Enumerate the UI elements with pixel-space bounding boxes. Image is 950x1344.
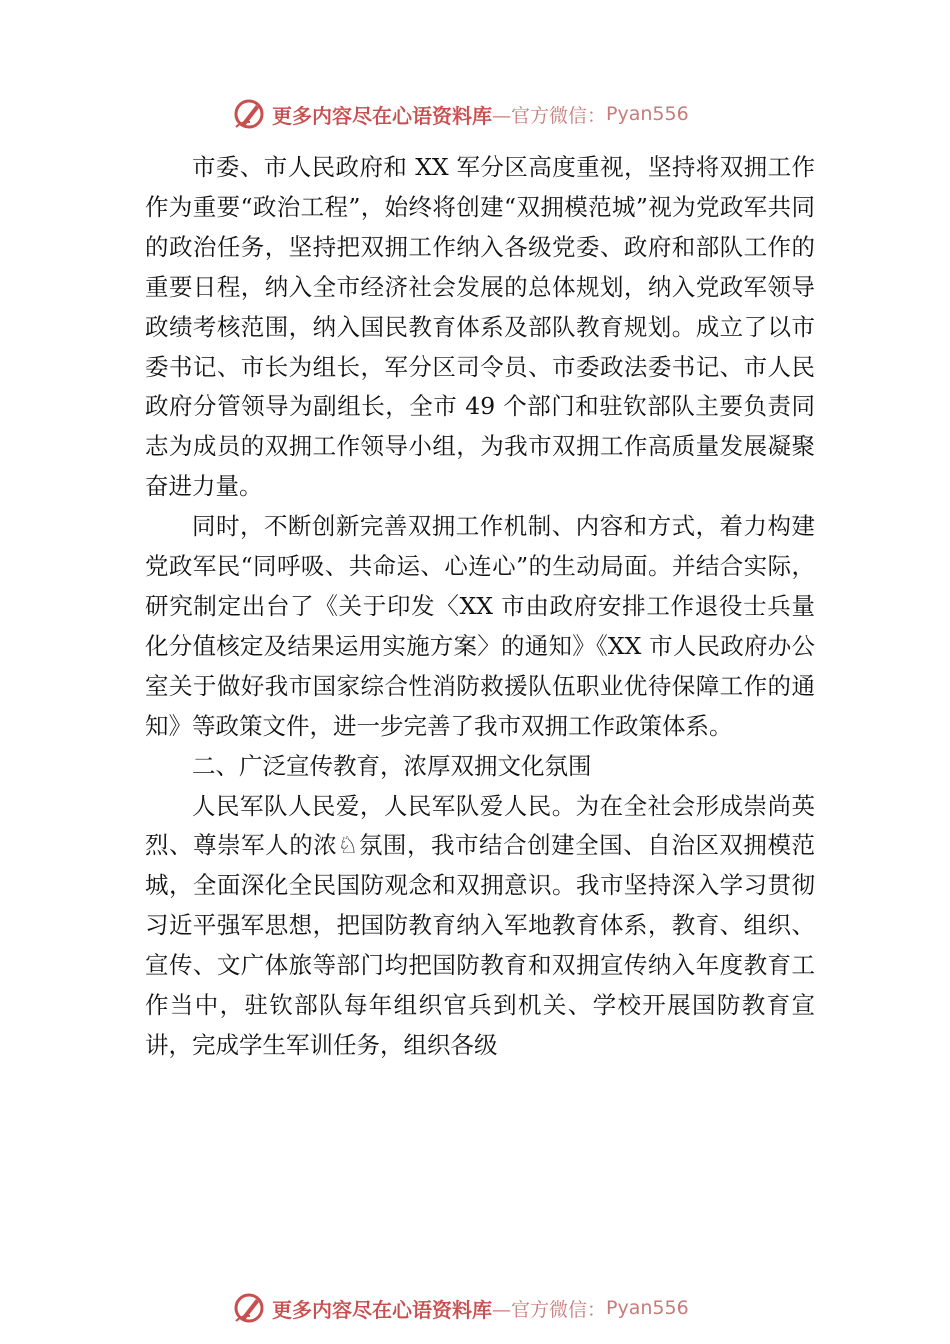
document-body: [145, 148, 815, 1066]
pen-logo-icon: [232, 1291, 266, 1325]
section-heading: 二、广泛宣传教育，浓厚双拥文化氛围: [192, 751, 592, 780]
header-banner: [232, 96, 689, 132]
paragraph-1: 市委、市人民政府和 XX 军分区高度重视，坚持将双拥工作作为重要“政治工程”，始终将创建“双拥模范城”视为党政军共同的政治任务，坚持把双拥工作纳入各级党委、政府和部队工作的重要日程，纳入全市经济社会发展的总体规划，纳入党政军领导政绩考核范围，纳入国民教育体系及部队教育规划。成立了以市委书记、市长为组长，军分区司令员、市委政法委书记、市人民政府分管领导为副组长，全市 49 个部门和驻钦部队主要负责同志为成员的双拥工作领导小组，为我市双拥工作高质量发展凝聚奋进力量。: [145, 153, 815, 501]
footer-wechat-id: Pyan556: [606, 1297, 689, 1319]
paragraph-3: 人民军队人民爱，人民军队爱人民。为在全社会形成崇尚英烈、尊崇军人的浓♘氛围，我市结合创建全国、自治区双拥模范城，全面深化全民国防观念和双拥意识。我市坚持深入学习贯彻习近平强军思想，把国防教育纳入军地教育体系，教育、组织、宣传、文广体旅等部门均把国防教育和双拥宣传纳入年度教育工作当中，驻钦部队每年组织官兵到机关、学校开展国防教育宣讲，完成学生军训任务，组织各级: [145, 791, 815, 1059]
header-sub-text: —官方微信：: [492, 104, 607, 127]
paragraph-2: 同时，不断创新完善双拥工作机制、内容和方式，着力构建党政军民“同呼吸、共命运、心连心”的生动局面。并结合实际，研究制定出台了《关于印发〈XX 市由政府安排工作退役士兵量化分值核定及结果运用实施方案〉的通知》《XX 市人民政府办公室关于做好我市国家综合性消防救援队伍职业优待保障工作的通知》等政策文件，进一步完善了我市双拥工作政策体系。: [145, 512, 815, 740]
footer-main-text: 更多内容尽在心语资料库: [272, 1297, 492, 1322]
header-wechat-id: Pyan556: [606, 103, 689, 125]
pen-logo-icon: [232, 97, 266, 131]
footer-banner: [232, 1290, 689, 1326]
header-main-text: 更多内容尽在心语资料库: [272, 103, 492, 128]
footer-sub-text: —官方微信：: [492, 1298, 607, 1321]
